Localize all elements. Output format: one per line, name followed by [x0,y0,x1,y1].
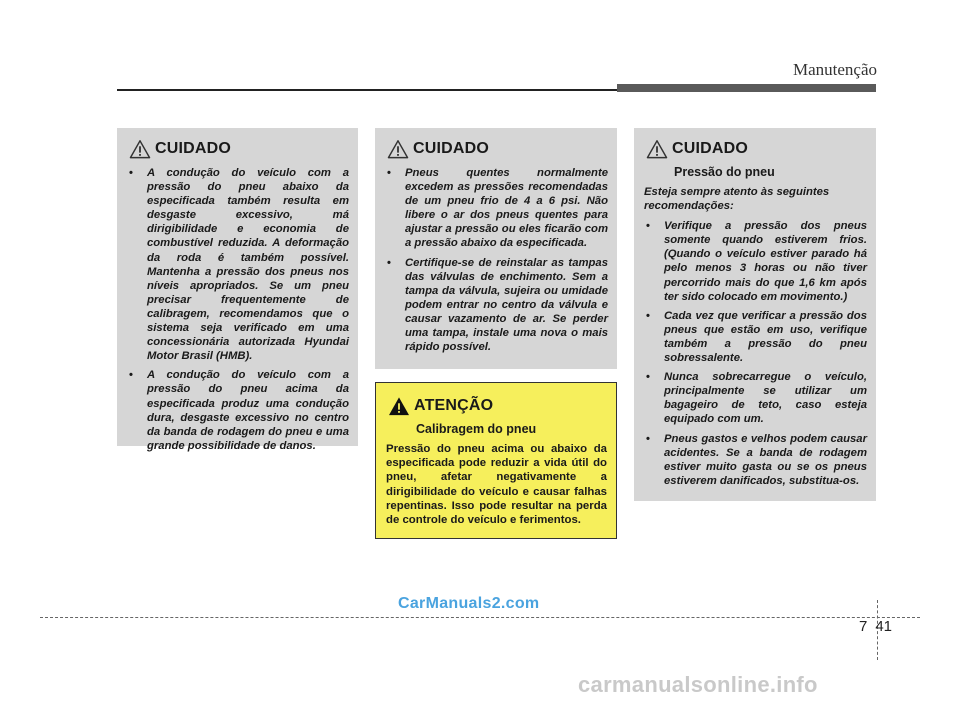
caution-title: CUIDADO [672,140,749,157]
attention-header [388,395,607,417]
caution-box-2 [375,128,617,369]
caution-list [385,166,608,354]
caution-subtitle: Pressão do pneu [674,165,775,179]
warning-triangle-icon [129,139,151,159]
header-bar [617,84,876,92]
page-header-title: Manutenção [792,60,877,79]
caution-header [387,138,608,160]
list-item: • A condução do veículo com a pressão do pneu abaixo da especificada também resulta em desgaste excessivo, má dirigibilidade e economia de combustível reduzida. A deformação da roda é também possível. Mantenha a pressão dos pneus nos níveis apropriados. Se um pneu precisar frequentemente de calibragem, recomendamos que o sistema seja verificado em uma concessionária autorizada Hyundai Motor Brasil (HMB). [127,166,349,363]
caution-title: CUIDADO [155,140,232,157]
list-item: • Pneus quentes normalmente excedem as pressões recomendadas de um pneu frio de 4 a 6 psi. Não libere o ar dos pneus quentes para ajustar a pressão ou eles ficarão com a pressão abaixo da especificada. [385,166,608,251]
attention-title: ATENÇÃO [414,397,494,414]
list-item: • Nunca sobrecarregue o veículo, principalmente se utilizar um bagageiro de teto, caso esteja equipado com um. [644,370,867,426]
watermark-link[interactable]: CarManuals2.com [398,595,540,612]
page-number [859,618,892,635]
warning-triangle-icon [388,396,410,416]
warning-triangle-icon [387,139,409,159]
caution-header [646,138,867,160]
caution-box-1 [117,128,358,452]
header-rule [117,89,617,91]
caution-header [129,138,349,160]
attention-text: Pressão do pneu acima ou abaixo da especificada pode reduzir a vida útil do pneu, afetar negativamente a dirigibilidade do veículo e causar falhas repentinas. Isso pode resultar na perda de controle do veículo e ferimentos. [386,443,607,527]
footer-rule [40,617,920,618]
list-item: • Cada vez que verificar a pressão dos pneus que estão em uso, verifique também a pressão do pneu sobressalente. [644,309,867,365]
watermark-text: carmanualsonline.info [578,672,818,697]
caution-intro: Esteja sempre atento às seguintes recomendações: [644,186,830,213]
list-item: • A condução do veículo com a pressão do pneu acima da especificada produz uma condução dura, desgaste excessivo no centro da banda de rodagem do pneu e uma grande possibilidade de danos. [127,368,349,453]
warning-triangle-icon [646,139,668,159]
list-item: • Certifique-se de reinstalar as tampas das válvulas de enchimento. Sem a tampa da válvula, sujeira ou umidade podem entrar no centro da válvula e causar vazamento de ar. Se perder uma tampa, instale uma nova o mais rápido possível. [385,256,608,355]
list-item: • Verifique a pressão dos pneus somente quando estiverem frios. (Quando o veículo estiver parado há pelo menos 3 horas ou não tiver percorrido mais do que 1,6 km após ter sido colocado em movimento.) [644,219,867,304]
caution-box-3 [634,128,876,501]
attention-subtitle: Calibragem do pneu [416,422,537,436]
chapter-number: 7 [859,618,868,635]
attention-box [375,382,617,539]
list-item: • Pneus gastos e velhos podem causar acidentes. Se a banda de rodagem estiver muito gasta ou se os pneus estiverem danificados, substitua-os. [644,432,867,488]
caution-list [127,166,349,453]
page-number-value: 41 [875,618,893,635]
caution-title: CUIDADO [413,140,490,157]
caution-list [644,219,867,488]
